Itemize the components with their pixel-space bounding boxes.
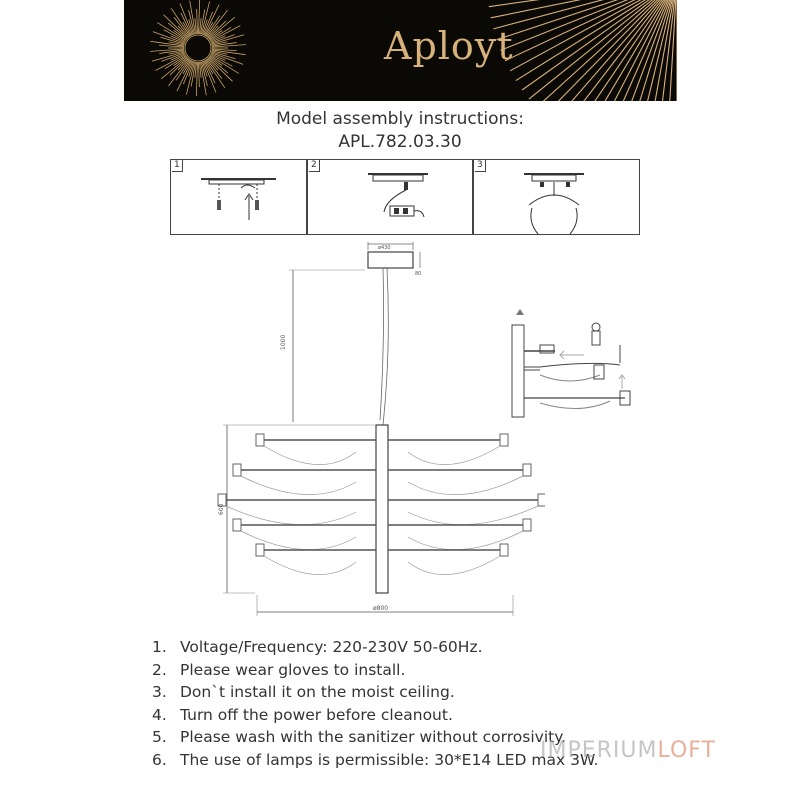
instruction-number: 1. — [152, 638, 167, 656]
step-number: 3 — [475, 160, 486, 172]
instruction-item — [152, 636, 598, 659]
watermark-part2: LOFT — [657, 738, 716, 763]
watermark — [540, 738, 716, 763]
suspension-length-label: 1000 — [280, 334, 287, 350]
step-number: 1 — [172, 160, 183, 172]
ceiling-bracket-mounting-icon — [171, 160, 308, 236]
watermark-part1: IMPERIUM — [540, 738, 658, 763]
central-column — [376, 425, 388, 593]
assembly-step-2 — [307, 159, 473, 235]
assembly-step-1 — [170, 159, 307, 235]
instruction-item — [152, 704, 598, 727]
instruction-text: Voltage/Frequency: 220-230V 50-60Hz. — [180, 638, 483, 656]
model-number: APL.782.03.30 — [338, 132, 462, 152]
brand-name: Aployt — [384, 24, 514, 68]
canopy-height-label: 80 — [415, 271, 422, 277]
instruction-text: The use of lamps is permissible: 30*E14 LED max 3W. — [180, 750, 599, 769]
instruction-number: 3. — [152, 683, 167, 701]
canopy-fixing-icon — [474, 160, 641, 236]
page-title: Model assembly instructions: — [276, 109, 524, 129]
canopy-shape — [368, 252, 413, 268]
bulb-installation-detail — [500, 305, 640, 420]
body-diameter-label: ø800 — [373, 605, 389, 612]
instruction-item — [152, 726, 598, 749]
assembly-steps — [170, 159, 640, 235]
brand-banner — [124, 0, 677, 101]
wire-connection-icon — [308, 160, 474, 236]
instruction-number: 2. — [152, 660, 167, 679]
instruction-text: Turn off the power before cleanout. — [180, 705, 453, 724]
instruction-text: Please wear gloves to install. — [180, 660, 406, 679]
canopy-width-label: ø430 — [378, 245, 391, 251]
instruction-text: Don`t install it on the moist ceiling. — [180, 683, 455, 701]
step-number: 2 — [309, 160, 320, 172]
chandelier-dimension-drawing — [215, 240, 545, 620]
instruction-item — [152, 659, 598, 682]
instruction-number: 4. — [152, 705, 167, 724]
instruction-number: 5. — [152, 728, 167, 746]
instruction-text: Please wash with the sanitizer without corrosivity. — [180, 728, 567, 746]
instruction-list — [152, 636, 598, 771]
body-height-label: 600 — [218, 503, 225, 515]
instruction-item — [152, 681, 598, 704]
instruction-number: 6. — [152, 750, 167, 769]
assembly-step-3 — [473, 159, 640, 235]
instruction-item — [152, 749, 598, 772]
